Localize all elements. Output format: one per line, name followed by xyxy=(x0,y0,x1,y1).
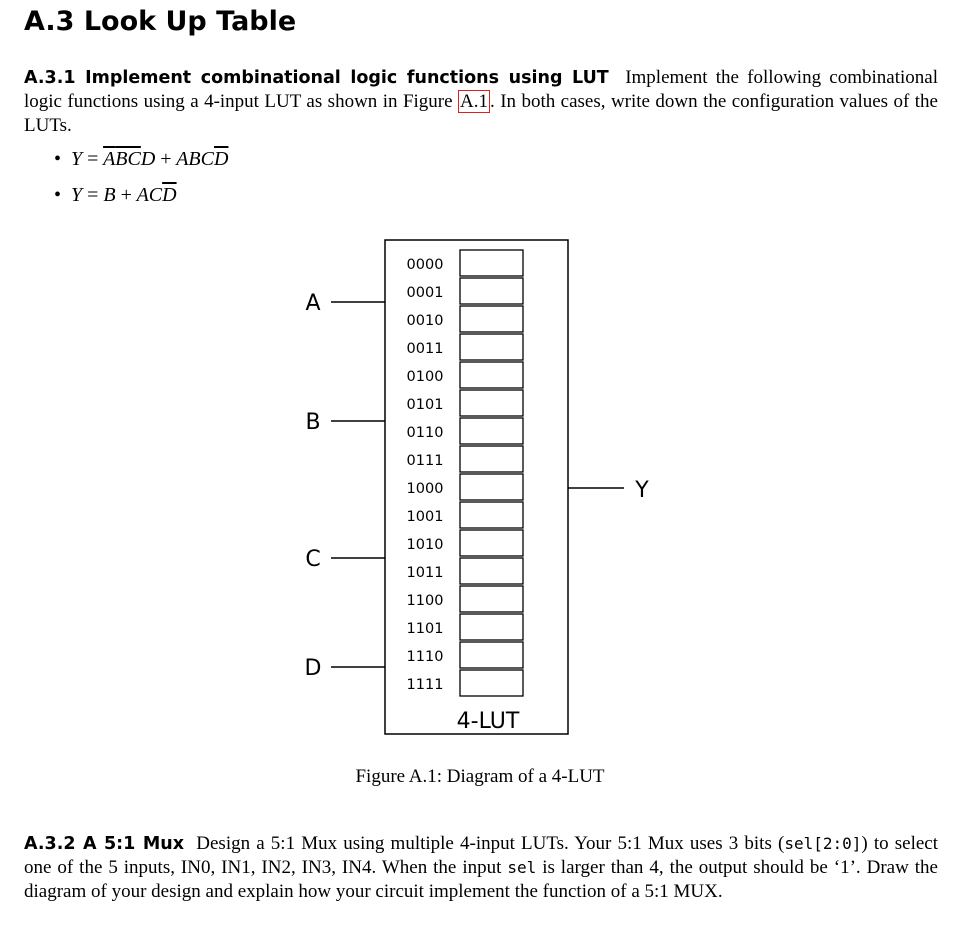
lut-address-label: 1110 xyxy=(406,649,444,665)
lut-address-label: 0011 xyxy=(406,341,444,357)
lut-cells xyxy=(460,250,523,696)
lut-cell xyxy=(460,586,523,612)
lut-address-label: 1000 xyxy=(406,481,444,497)
eq1-abc: ABC xyxy=(176,148,214,170)
section-a32-heading: A.3.2 A 5:1 Mux xyxy=(24,834,184,854)
eq1-d: D xyxy=(140,148,156,170)
eq2-lhs: Y xyxy=(71,184,83,206)
sel-code: sel[2:0] xyxy=(784,834,862,853)
lut-address-label: 0100 xyxy=(406,369,444,385)
lut-cell xyxy=(460,418,523,444)
lut-label: 4-LUT xyxy=(456,709,520,734)
lut-address-label: 1010 xyxy=(406,537,444,553)
section-a31-text-end: . In both cases, write down the configuration values of the LUTs. xyxy=(24,91,938,136)
input-label-a: A xyxy=(305,291,321,316)
eq2-plus: + xyxy=(120,184,132,206)
lut-cell xyxy=(460,446,523,472)
lut-cell xyxy=(460,390,523,416)
lut-address-label: 1101 xyxy=(406,621,444,637)
input-label-b: B xyxy=(305,410,321,435)
lut-address-label: 0010 xyxy=(406,313,444,329)
lut-cell xyxy=(460,278,523,304)
lut-address-label: 0000 xyxy=(406,257,444,273)
lut-cell xyxy=(460,642,523,668)
lut-addresses xyxy=(407,257,444,693)
section-a32-paragraph xyxy=(24,832,938,904)
bullet-dot: • xyxy=(54,148,62,170)
lut-address-label: 1100 xyxy=(406,593,444,609)
lut-cell xyxy=(460,558,523,584)
eq1-equals: = xyxy=(87,148,99,170)
eq1-b-bar: $\overline{B}$ xyxy=(115,148,128,170)
lut-address-label: 0001 xyxy=(406,285,444,301)
section-a32-text-2: ) to select one of the 5 inputs, IN0, IN1, IN2, IN3, IN4. When the input xyxy=(24,833,938,878)
lut-cell xyxy=(460,362,523,388)
figure-caption: Figure A.1: Diagram of a 4-LUT xyxy=(355,766,605,787)
eq1-d-bar: $\overline{D}$ xyxy=(214,148,229,170)
eq2-b: B xyxy=(103,184,116,206)
eq1-c-bar: $\overline{C}$ xyxy=(127,148,141,170)
lut-cell xyxy=(460,502,523,528)
section-a32-text-1: Design a 5:1 Mux using multiple 4-input LUTs. Your 5:1 Mux uses 3 bits ( xyxy=(196,833,785,854)
eq1-lhs: Y xyxy=(71,148,83,170)
input-label-d: D xyxy=(304,656,322,681)
lut-cell xyxy=(460,670,523,696)
section-a32-text-3: is larger than 4, the output should be ‘1’. Draw the diagram of your design and explain how your circuit implement the function of a 5:1 MUX. xyxy=(24,857,938,902)
section-a31-text: Implement the following combinational logic functions using a 4-input LUT as shown in Figure xyxy=(24,67,938,112)
eq2-d-bar: $\overline{D}$ xyxy=(162,184,177,206)
lut-cell xyxy=(460,250,523,276)
page-title: A.3 Look Up Table xyxy=(24,6,297,37)
lut-address-label: 1001 xyxy=(406,509,444,525)
eq1-plus: + xyxy=(160,148,172,170)
output-label: Y xyxy=(635,478,649,503)
section-a31-heading: A.3.1 Implement combinational logic functions using LUT xyxy=(24,68,609,88)
lut-cell xyxy=(460,334,523,360)
input-label-c: C xyxy=(305,547,321,572)
lut-cell xyxy=(460,614,523,640)
eq1-a-bar: $\overline{A}$ xyxy=(103,148,116,170)
bullet-dot: • xyxy=(54,184,62,206)
lut-address-label: 0110 xyxy=(406,425,444,441)
lut-cell xyxy=(460,474,523,500)
lut-cell xyxy=(460,306,523,332)
sel-code-short: sel xyxy=(507,858,537,877)
lut-cell xyxy=(460,530,523,556)
lut-address-label: 0101 xyxy=(406,397,444,413)
lut-address-label: 1111 xyxy=(406,677,444,693)
eq2-equals: = xyxy=(87,184,99,206)
lut-address-label: 1011 xyxy=(406,565,444,581)
lut-inputs xyxy=(305,291,385,681)
figure-ref-link[interactable]: A.1 xyxy=(460,91,488,112)
eq2-ac: AC xyxy=(136,184,163,206)
lut-address-label: 0111 xyxy=(406,453,444,469)
